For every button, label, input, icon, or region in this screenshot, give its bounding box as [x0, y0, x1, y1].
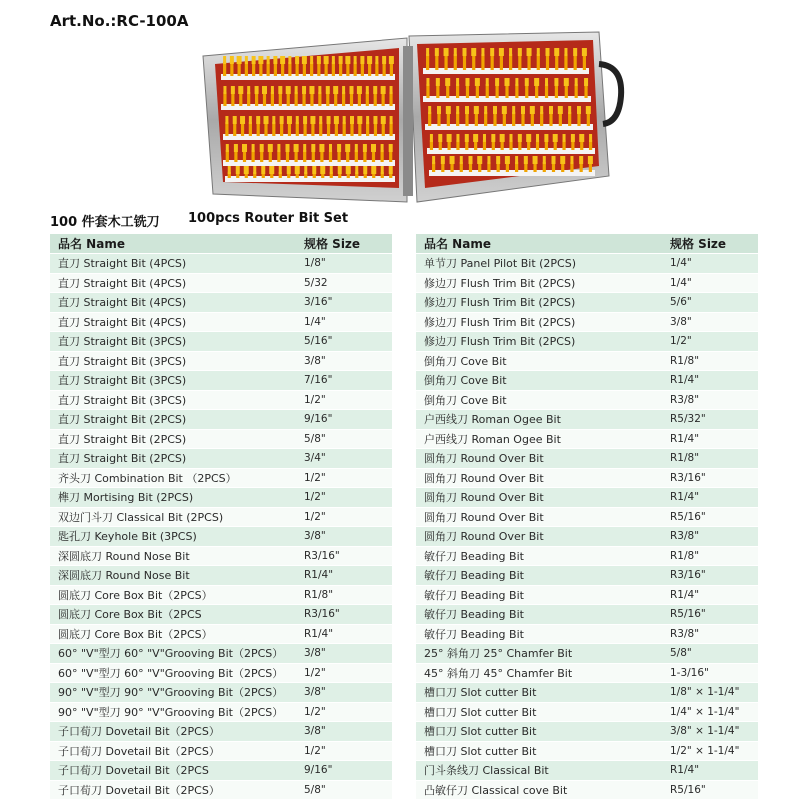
- cell-name: 敏仔刀 Beading Bit: [416, 546, 663, 566]
- table-row: [416, 722, 758, 742]
- cell-size: 1/8" × 1-1/4": [663, 683, 758, 703]
- cell-size: R1/8": [663, 546, 758, 566]
- cell-name: 圆角刀 Round Over Bit: [416, 449, 663, 469]
- cell-size: 3/8": [663, 312, 758, 332]
- cell-size: 1/2": [297, 390, 392, 410]
- cell-size: R1/4": [297, 624, 392, 644]
- cell-size: 1/4" × 1-1/4": [663, 702, 758, 722]
- cell-size: 1/4": [663, 273, 758, 293]
- table-row: [50, 351, 392, 371]
- table-row: [416, 371, 758, 391]
- cell-name: 子口荀刀 Dovetail Bit（2PCS）: [50, 741, 297, 761]
- header-name: 品名 Name: [416, 234, 663, 254]
- table-row: [50, 312, 392, 332]
- cell-size: R3/8": [663, 624, 758, 644]
- cell-size: R1/4": [663, 371, 758, 391]
- cell-name: 直刀 Straight Bit (4PCS): [50, 293, 297, 313]
- table-row: [50, 332, 392, 352]
- cell-size: 1/2": [297, 663, 392, 683]
- cell-name: 齐头刀 Combination Bit （2PCS）: [50, 468, 297, 488]
- cell-size: R3/16": [297, 605, 392, 625]
- table-row: [50, 741, 392, 761]
- cell-size: 3/8": [297, 644, 392, 664]
- cell-name: 直刀 Straight Bit (2PCS): [50, 410, 297, 430]
- cell-name: 深圆底刀 Round Nose Bit: [50, 546, 297, 566]
- cell-name: 圆角刀 Round Over Bit: [416, 488, 663, 508]
- table-row: [50, 390, 392, 410]
- cell-size: 1-3/16": [663, 663, 758, 683]
- cell-size: R5/16": [663, 507, 758, 527]
- table-row: [416, 566, 758, 586]
- cell-name: 圆角刀 Round Over Bit: [416, 527, 663, 547]
- cell-size: R5/16": [663, 780, 758, 800]
- cell-name: 圆底刀 Core Box Bit（2PCS: [50, 605, 297, 625]
- cell-name: 槽口刀 Slot cutter Bit: [416, 683, 663, 703]
- cell-name: 直刀 Straight Bit (4PCS): [50, 312, 297, 332]
- cell-size: 3/8": [297, 683, 392, 703]
- table-row: [50, 371, 392, 391]
- cell-size: R1/4": [663, 488, 758, 508]
- cell-name: 单节刀 Panel Pilot Bit (2PCS): [416, 254, 663, 274]
- cell-name: 修边刀 Flush Trim Bit (2PCS): [416, 332, 663, 352]
- cell-name: 槽口刀 Slot cutter Bit: [416, 722, 663, 742]
- table-row: [50, 722, 392, 742]
- cell-size: 5/6": [663, 293, 758, 313]
- cell-name: 敏仔刀 Beading Bit: [416, 566, 663, 586]
- cell-size: 7/16": [297, 371, 392, 391]
- cell-name: 直刀 Straight Bit (4PCS): [50, 273, 297, 293]
- cell-size: 9/16": [297, 410, 392, 430]
- cell-size: 5/16": [297, 332, 392, 352]
- table-row: [416, 488, 758, 508]
- cell-name: 25° 斜角刀 25° Chamfer Bit: [416, 644, 663, 664]
- table-row: [50, 507, 392, 527]
- table-row: [416, 702, 758, 722]
- cell-name: 子口荀刀 Dovetail Bit（2PCS: [50, 761, 297, 781]
- table-row: [50, 624, 392, 644]
- table-row: [416, 605, 758, 625]
- cell-size: 1/4": [297, 312, 392, 332]
- cell-name: 凸敏仔刀 Classical cove Bit: [416, 780, 663, 800]
- table-row: [416, 527, 758, 547]
- cell-name: 直刀 Straight Bit (2PCS): [50, 429, 297, 449]
- cell-name: 子口荀刀 Dovetail Bit（2PCS）: [50, 780, 297, 800]
- table-row: [416, 644, 758, 664]
- table-row: [50, 644, 392, 664]
- cell-name: 敏仔刀 Beading Bit: [416, 624, 663, 644]
- header-size: 规格 Size: [297, 234, 392, 254]
- cell-name: 圆底刀 Core Box Bit（2PCS）: [50, 624, 297, 644]
- cell-name: 深圆底刀 Round Nose Bit: [50, 566, 297, 586]
- cell-size: 5/32: [297, 273, 392, 293]
- cell-name: 倒角刀 Cove Bit: [416, 351, 663, 371]
- cell-name: 直刀 Straight Bit (3PCS): [50, 390, 297, 410]
- table-row: [416, 273, 758, 293]
- cell-name: 双边门斗刀 Classical Bit (2PCS): [50, 507, 297, 527]
- cell-size: 1/2": [663, 332, 758, 352]
- cell-size: 5/8": [663, 644, 758, 664]
- cell-size: 9/16": [297, 761, 392, 781]
- cell-size: R3/16": [663, 468, 758, 488]
- cell-name: 圆角刀 Round Over Bit: [416, 468, 663, 488]
- left-spec-table: [50, 234, 392, 800]
- cell-name: 90° "V"型刀 90° "V"Grooving Bit（2PCS）: [50, 702, 297, 722]
- cell-name: 直刀 Straight Bit (3PCS): [50, 332, 297, 352]
- article-number: Art.No.:RC-100A: [50, 12, 189, 30]
- cell-name: 圆角刀 Round Over Bit: [416, 507, 663, 527]
- table-row: [50, 527, 392, 547]
- table-row: [50, 780, 392, 800]
- cell-name: 子口荀刀 Dovetail Bit（2PCS）: [50, 722, 297, 742]
- cell-size: R3/8": [663, 390, 758, 410]
- table-row: [50, 468, 392, 488]
- table-row: [416, 410, 758, 430]
- cell-size: R3/16": [297, 546, 392, 566]
- cell-name: 户西线刀 Roman Ogee Bit: [416, 410, 663, 430]
- cell-size: 1/2": [297, 702, 392, 722]
- cell-size: 5/8": [297, 780, 392, 800]
- cell-name: 槽口刀 Slot cutter Bit: [416, 741, 663, 761]
- table-row: [50, 488, 392, 508]
- cell-name: 敏仔刀 Beading Bit: [416, 585, 663, 605]
- table-header-row: [416, 234, 758, 254]
- cell-name: 直刀 Straight Bit (2PCS): [50, 449, 297, 469]
- table-row: [416, 624, 758, 644]
- table-row: [50, 663, 392, 683]
- table-row: [416, 312, 758, 332]
- heading-chinese: 100 件套木工铣刀: [50, 215, 160, 230]
- table-row: [416, 546, 758, 566]
- table-row: [416, 293, 758, 313]
- router-bit-case-photo: [195, 26, 627, 204]
- table-row: [50, 293, 392, 313]
- cell-size: R1/4": [297, 566, 392, 586]
- table-row: [50, 273, 392, 293]
- cell-size: 1/2": [297, 468, 392, 488]
- cell-size: 1/2": [297, 488, 392, 508]
- right-spec-table: [416, 234, 758, 800]
- cell-size: 3/4": [297, 449, 392, 469]
- heading-english: 100pcs Router Bit Set: [188, 211, 349, 226]
- cell-size: 5/8": [297, 429, 392, 449]
- table-row: [50, 702, 392, 722]
- cell-size: 1/4": [663, 254, 758, 274]
- cell-name: 45° 斜角刀 45° Chamfer Bit: [416, 663, 663, 683]
- table-row: [416, 741, 758, 761]
- table-row: [416, 332, 758, 352]
- table-row: [416, 468, 758, 488]
- cell-size: 3/8": [297, 351, 392, 371]
- cell-size: 1/2": [297, 741, 392, 761]
- cell-size: R1/8": [663, 449, 758, 469]
- cell-size: R5/32": [663, 410, 758, 430]
- cell-size: R5/16": [663, 605, 758, 625]
- table-row: [416, 761, 758, 781]
- table-row: [416, 663, 758, 683]
- table-row: [416, 449, 758, 469]
- table-row: [50, 410, 392, 430]
- cell-name: 直刀 Straight Bit (4PCS): [50, 254, 297, 274]
- cell-name: 户西线刀 Roman Ogee Bit: [416, 429, 663, 449]
- table-row: [416, 683, 758, 703]
- cell-size: R1/8": [297, 585, 392, 605]
- cell-name: 槽口刀 Slot cutter Bit: [416, 702, 663, 722]
- cell-name: 圆底刀 Core Box Bit（2PCS）: [50, 585, 297, 605]
- cell-name: 60° "V"型刀 60° "V"Grooving Bit（2PCS）: [50, 644, 297, 664]
- cell-size: R1/8": [663, 351, 758, 371]
- table-row: [50, 254, 392, 274]
- cell-size: R1/4": [663, 761, 758, 781]
- cell-size: R1/4": [663, 585, 758, 605]
- table-row: [416, 780, 758, 800]
- cell-name: 60° "V"型刀 60° "V"Grooving Bit（2PCS）: [50, 663, 297, 683]
- table-row: [416, 254, 758, 274]
- cell-size: 3/8": [297, 527, 392, 547]
- header-name: 品名 Name: [50, 234, 297, 254]
- table-row: [50, 566, 392, 586]
- cell-name: 倒角刀 Cove Bit: [416, 371, 663, 391]
- table-row: [50, 605, 392, 625]
- table-row: [50, 449, 392, 469]
- cell-size: R3/16": [663, 566, 758, 586]
- cell-name: 修边刀 Flush Trim Bit (2PCS): [416, 312, 663, 332]
- cell-name: 门斗条线刀 Classical Bit: [416, 761, 663, 781]
- cell-size: 1/2": [297, 507, 392, 527]
- cell-size: 3/16": [297, 293, 392, 313]
- header-size: 规格 Size: [663, 234, 758, 254]
- table-row: [416, 507, 758, 527]
- cell-name: 榫刀 Mortising Bit (2PCS): [50, 488, 297, 508]
- table-row: [50, 546, 392, 566]
- cell-size: 3/8": [297, 722, 392, 742]
- table-header-row: [50, 234, 392, 254]
- cell-name: 直刀 Straight Bit (3PCS): [50, 351, 297, 371]
- table-row: [50, 585, 392, 605]
- cell-name: 倒角刀 Cove Bit: [416, 390, 663, 410]
- cell-size: R1/4": [663, 429, 758, 449]
- cell-size: R3/8": [663, 527, 758, 547]
- cell-name: 修边刀 Flush Trim Bit (2PCS): [416, 273, 663, 293]
- cell-name: 匙孔刀 Keyhole Bit (3PCS): [50, 527, 297, 547]
- table-row: [50, 683, 392, 703]
- cell-size: 3/8" × 1-1/4": [663, 722, 758, 742]
- cell-size: 1/2" × 1-1/4": [663, 741, 758, 761]
- cell-name: 直刀 Straight Bit (3PCS): [50, 371, 297, 391]
- table-row: [416, 390, 758, 410]
- cell-name: 敏仔刀 Beading Bit: [416, 605, 663, 625]
- cell-name: 90° "V"型刀 90° "V"Grooving Bit（2PCS）: [50, 683, 297, 703]
- cell-name: 修边刀 Flush Trim Bit (2PCS): [416, 293, 663, 313]
- table-row: [50, 761, 392, 781]
- cell-size: 1/8": [297, 254, 392, 274]
- table-row: [416, 351, 758, 371]
- table-row: [416, 585, 758, 605]
- table-row: [416, 429, 758, 449]
- table-row: [50, 429, 392, 449]
